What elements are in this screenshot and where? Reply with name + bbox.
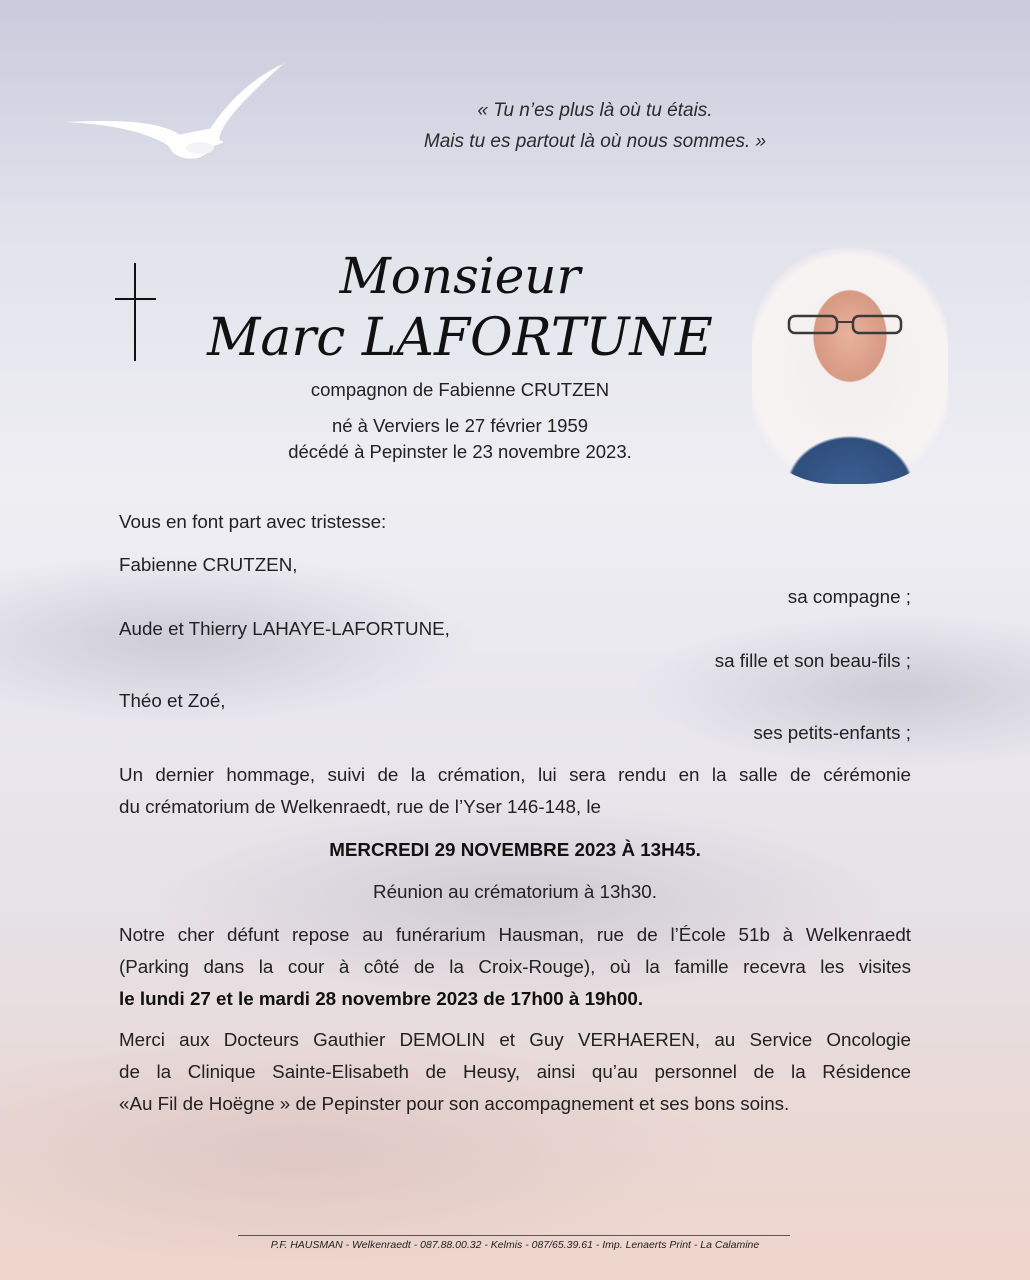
visits-dates: le lundi 27 et le mardi 28 novembre 2023 de 17h00 à 19h00.	[119, 988, 644, 1009]
family-member-name: Fabienne CRUTZEN,	[119, 554, 298, 575]
visits-line-2: (Parking dans la cour à côté de la Croix-Rouge), où la famille recevra les visites	[119, 956, 911, 977]
thanks-line-1: Merci aux Docteurs Gauthier DEMOLIN et Guy VERHAEREN, au Service Oncologie	[119, 1029, 911, 1050]
family-member-relation: sa compagne ;	[787, 586, 911, 607]
quote-line-2: Mais tu es partout là où nous sommes. »	[423, 131, 767, 152]
announcement-intro: Vous en font part avec tristesse:	[119, 511, 387, 532]
family-member-name: Théo et Zoé,	[119, 690, 226, 711]
quote-line-1: « Tu n’es plus là où tu étais.	[477, 100, 713, 121]
ceremony-line-1: Un dernier hommage, suivi de la crémation, lui sera rendu en la salle de cérémonie	[119, 764, 911, 785]
deceased-name: Marc LAFORTUNE	[207, 308, 713, 368]
family-member-name: Aude et Thierry LAHAYE-LAFORTUNE,	[119, 618, 450, 639]
civility-title: Monsieur	[339, 247, 581, 305]
funeral-home-footer: P.F. HAUSMAN - Welkenraedt - 087.88.00.32 - Kelmis - 087/65.39.61 - Imp. Lenaerts Print - La Calamine	[270, 1239, 760, 1251]
thanks-line-2: de la Clinique Sainte-Elisabeth de Heusy, ainsi qu’au personnel de la Résidence	[119, 1061, 911, 1082]
visits-line-1: Notre cher défunt repose au funérarium Hausman, rue de l’École 51b à Welkenraedt	[119, 924, 911, 945]
death-info: décédé à Pepinster le 23 novembre 2023.	[288, 441, 632, 462]
ceremony-date: MERCREDI 29 NOVEMBRE 2023 À 13H45.	[329, 839, 701, 860]
birth-info: né à Verviers le 27 février 1959	[331, 415, 589, 436]
ceremony-meeting: Réunion au crématorium à 13h30.	[373, 881, 657, 902]
family-member-relation: ses petits-enfants ;	[753, 722, 911, 743]
ceremony-line-2: du crématorium de Welkenraedt, rue de l’Yser 146-148, le	[119, 796, 601, 817]
family-member-relation: sa fille et son beau-fils ;	[714, 650, 911, 671]
thanks-line-3: «Au Fil de Hoëgne » de Pepinster pour son accompagnement et ses bons soins.	[119, 1093, 790, 1114]
partner-relation: compagnon de Fabienne CRUTZEN	[310, 379, 610, 400]
announcement-body	[119, 0, 911, 1200]
footer-divider	[238, 1235, 790, 1236]
